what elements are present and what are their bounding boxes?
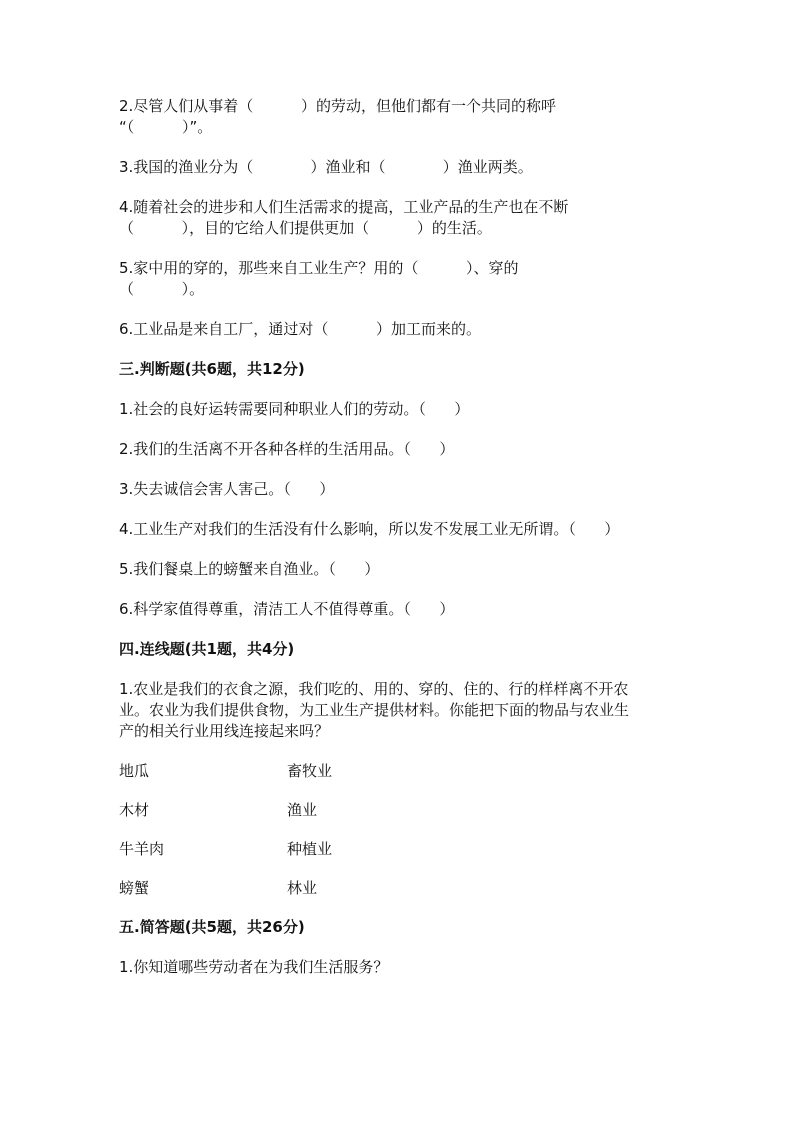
matching-item-right: 种植业 — [287, 840, 333, 858]
judge-question-2 — [119, 439, 679, 460]
matching-item-left: 木材 — [119, 801, 150, 819]
section-title: 三.判断题(共6题，共12分) — [119, 360, 305, 378]
matching-row — [119, 800, 679, 821]
section-title: 四.连线题(共1题，共4分) — [119, 640, 295, 658]
fill-question-5 — [119, 258, 679, 300]
question-text: 5.我们餐桌上的螃蟹来自渔业。（ ） — [119, 560, 380, 578]
matching-list — [119, 761, 679, 899]
section-title: 五.简答题(共5题，共26分) — [119, 918, 305, 936]
question-text: 1.你知道哪些劳动者在为我们生活服务？ — [119, 958, 389, 976]
matching-item-left: 螃蟹 — [119, 879, 150, 897]
question-text: （ ）。 — [119, 280, 205, 298]
question-text: 2.我们的生活离不开各种各样的生活用品。（ ） — [119, 440, 455, 458]
fill-question-4 — [119, 197, 679, 239]
question-text: 3.失去诚信会害人害己。（ ） — [119, 480, 335, 498]
matching-item-right: 林业 — [287, 879, 318, 897]
question-text: 6.科学家值得尊重，清洁工人不值得尊重。（ ） — [119, 600, 455, 618]
question-text: 业。农业为我们提供食物，为工业生产提供材料。你能把下面的物品与农业生 — [119, 701, 630, 719]
matching-row — [119, 761, 679, 782]
question-text: 1.社会的良好运转需要同种职业人们的劳动。（ ） — [119, 400, 470, 418]
fill-question-6 — [119, 319, 679, 340]
judge-question-1 — [119, 399, 679, 420]
section-heading-matching — [119, 639, 679, 660]
matching-item-right: 畜牧业 — [287, 762, 333, 780]
question-text: 4.工业生产对我们的生活没有什么影响，所以发不发展工业无所谓。（ ） — [119, 520, 620, 538]
matching-row — [119, 878, 679, 899]
matching-item-left: 牛羊肉 — [119, 840, 165, 858]
question-text: （ ），目的它给人们提供更加（ ）的生活。 — [119, 219, 492, 237]
matching-question-1 — [119, 679, 679, 742]
question-text: “（ ）”。 — [119, 118, 213, 136]
short-answer-question-1 — [119, 957, 679, 978]
question-text: 4.随着社会的进步和人们生活需求的提高，工业产品的生产也在不断 — [119, 198, 569, 216]
fill-question-3 — [119, 157, 679, 178]
question-text: 5.家中用的穿的，那些来自工业生产？用的（ ）、穿的 — [119, 259, 519, 277]
section-heading-short-answer — [119, 917, 679, 938]
question-text: 3.我国的渔业分为（ ）渔业和（ ）渔业两类。 — [119, 158, 533, 176]
question-text: 1.农业是我们的衣食之源，我们吃的、用的、穿的、住的、行的样样离不开农 — [119, 680, 629, 698]
question-text: 6.工业品是来自工厂，通过对（ ）加工而来的。 — [119, 320, 481, 338]
matching-row — [119, 839, 679, 860]
question-text: 产的相关行业用线连接起来吗？ — [119, 722, 330, 740]
section-heading-judgement — [119, 359, 679, 380]
judge-question-6 — [119, 599, 679, 620]
worksheet-page — [119, 96, 679, 997]
fill-question-2 — [119, 96, 679, 138]
question-text: 2.尽管人们从事着（ ）的劳动，但他们都有一个共同的称呼 — [119, 97, 556, 115]
matching-item-right: 渔业 — [287, 801, 318, 819]
matching-item-left: 地瓜 — [119, 762, 150, 780]
judge-question-4 — [119, 519, 679, 540]
judge-question-3 — [119, 479, 679, 500]
judge-question-5 — [119, 559, 679, 580]
